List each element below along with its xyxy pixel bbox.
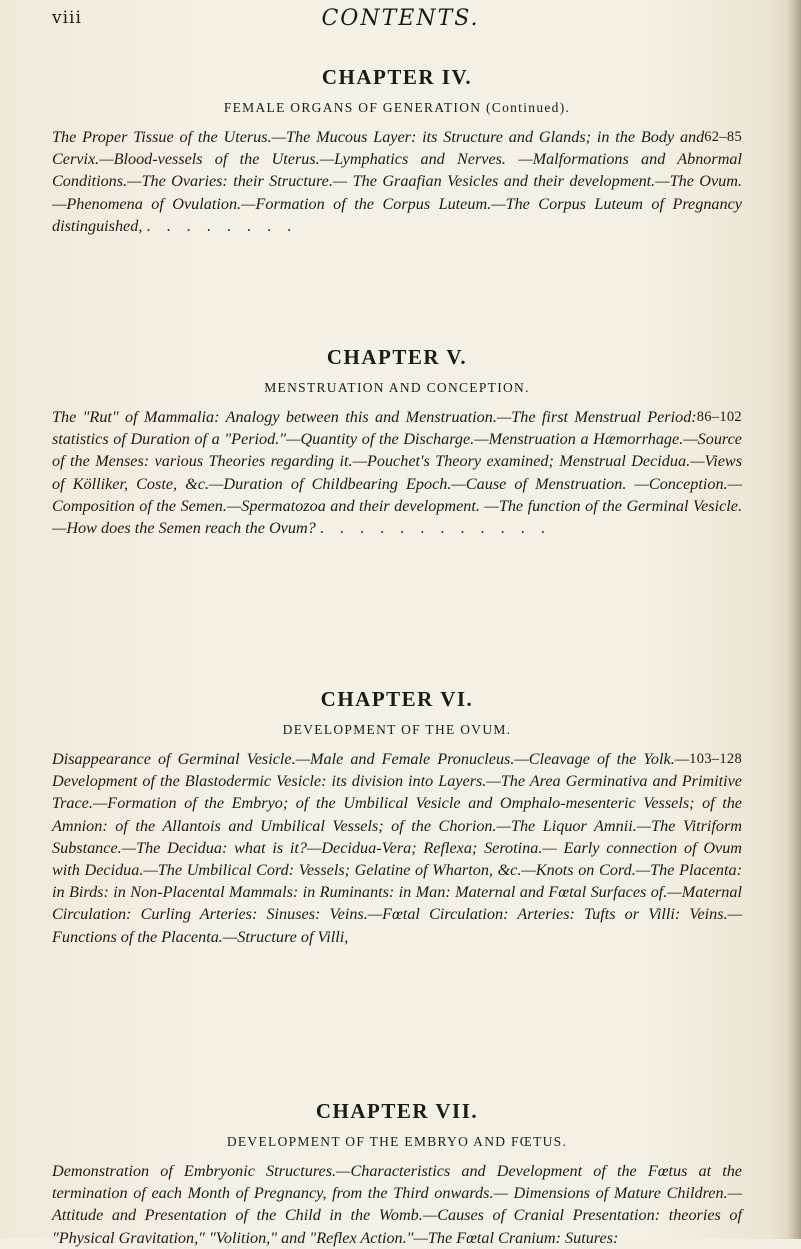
chapter-iv bbox=[52, 64, 742, 237]
chapter-summary bbox=[52, 406, 742, 539]
leader-dots: . . . . . . . . . . . . bbox=[319, 519, 551, 538]
summary-text: Disappearance of Germinal Vesicle.—Male and Female Pronucleus.—Cleavage of the Yolk.—Development of the Blastodermic Vesicle: its division into Layers.—The Area Germinativa and Primitive Trace.—Formation of the Embryo; of the Umbilical Vesicle and Omphalo-mesenteric Vessels; of the Amnion: of the Allantois and Umbilical Vessels; of the Chorion.—The Liquor Amnii.—The Vitriform Substance.—The Decidua: what is it?—Decidua-Vera; Reflexa; Serotina.— Early connection of Ovum with Decidua.—The Umbilical Cord: Vessels; Gelatine of Wharton, &c.—Knots on Cord.—The Placenta: in Birds: in Non-Placental Mammals: in Ruminants: in Man: Maternal and Fœtal Surfaces of.—Maternal Circulation: Curling Arteries: Sinuses: Veins.—Fœtal Circulation: Arteries: Tufts or Villi: Veins.—Functions of the Placenta.—Structure of Villi, bbox=[52, 750, 742, 946]
page-header bbox=[0, 0, 801, 60]
page-range: 62–85 bbox=[704, 129, 742, 145]
summary-text: The "Rut" of Mammalia: Analogy between this and Menstruation.—The first Menstrual Period: statistics of Duration of a "Period."—Quantity of the Discharge.—Menstruation a Hæmorrhage.—Source of the Menses: various Theories regarding it.—Pouchet's Theory examined; Menstrual Decidua.—Views of Kölliker, Coste, &c.—Duration of Childbearing Epoch.—Cause of Menstruation. —Conception.—Composition of the Semen.—Spermatozoa and their development. —The function of the Germinal Vesicle.—How does the Semen reach the Ovum? bbox=[52, 408, 742, 538]
chapter-title: CHAPTER V. bbox=[326, 345, 468, 369]
leader-dots: . . . . . . . . bbox=[146, 216, 298, 235]
chapter-vii bbox=[52, 1098, 742, 1249]
chapter-v bbox=[52, 344, 742, 539]
chapter-summary bbox=[52, 748, 742, 948]
page-number: viii bbox=[52, 8, 82, 28]
chapter-summary bbox=[52, 1160, 742, 1249]
page-range: 103–128 bbox=[689, 751, 742, 767]
chapter-subtitle: MENSTRUATION AND CONCEPTION. bbox=[264, 380, 530, 395]
chapter-subtitle: FEMALE ORGANS OF GENERATION (Continued). bbox=[223, 100, 571, 115]
chapter-summary bbox=[52, 126, 742, 237]
summary-text: The Proper Tissue of the Uterus.—The Mucous Layer: its Structure and Glands; in the Body and Cervix.—Blood-vessels of the Uterus.—Lymphatics and Nerves. —Malformations and Abnormal Conditions.—The Ovaries: their Structure.— The Graafian Vesicles and their development.—The Ovum.—Phenomena of Ovulation.—Formation of the Corpus Luteum.—The Corpus Luteum of Pregnancy distinguished, bbox=[52, 128, 742, 235]
running-head: CONTENTS. bbox=[321, 6, 480, 31]
chapter-vi bbox=[52, 686, 742, 948]
summary-text: Demonstration of Embryonic Structures.—Characteristics and Development of the Fœtus at the termination of each Month of Pregnancy, from the Third onwards.— Dimensions of Mature Children.—Attitude and Presentation of the Child in the Womb.—Causes of Cranial Presentation: theories of "Physical Gravitation," "Volition," and "Reflex Action."—The Fœtal Cranium: Sutures: bbox=[52, 1162, 742, 1247]
chapter-title: CHAPTER VI. bbox=[320, 687, 474, 711]
chapter-title: CHAPTER VII. bbox=[315, 1099, 479, 1123]
page-edge-shadow bbox=[787, 0, 801, 1239]
chapter-subtitle: DEVELOPMENT OF THE EMBRYO AND FŒTUS. bbox=[226, 1134, 568, 1149]
page-range: 86–102 bbox=[696, 409, 742, 425]
chapter-title: CHAPTER IV. bbox=[321, 65, 473, 89]
chapter-subtitle: DEVELOPMENT OF THE OVUM. bbox=[282, 722, 512, 737]
